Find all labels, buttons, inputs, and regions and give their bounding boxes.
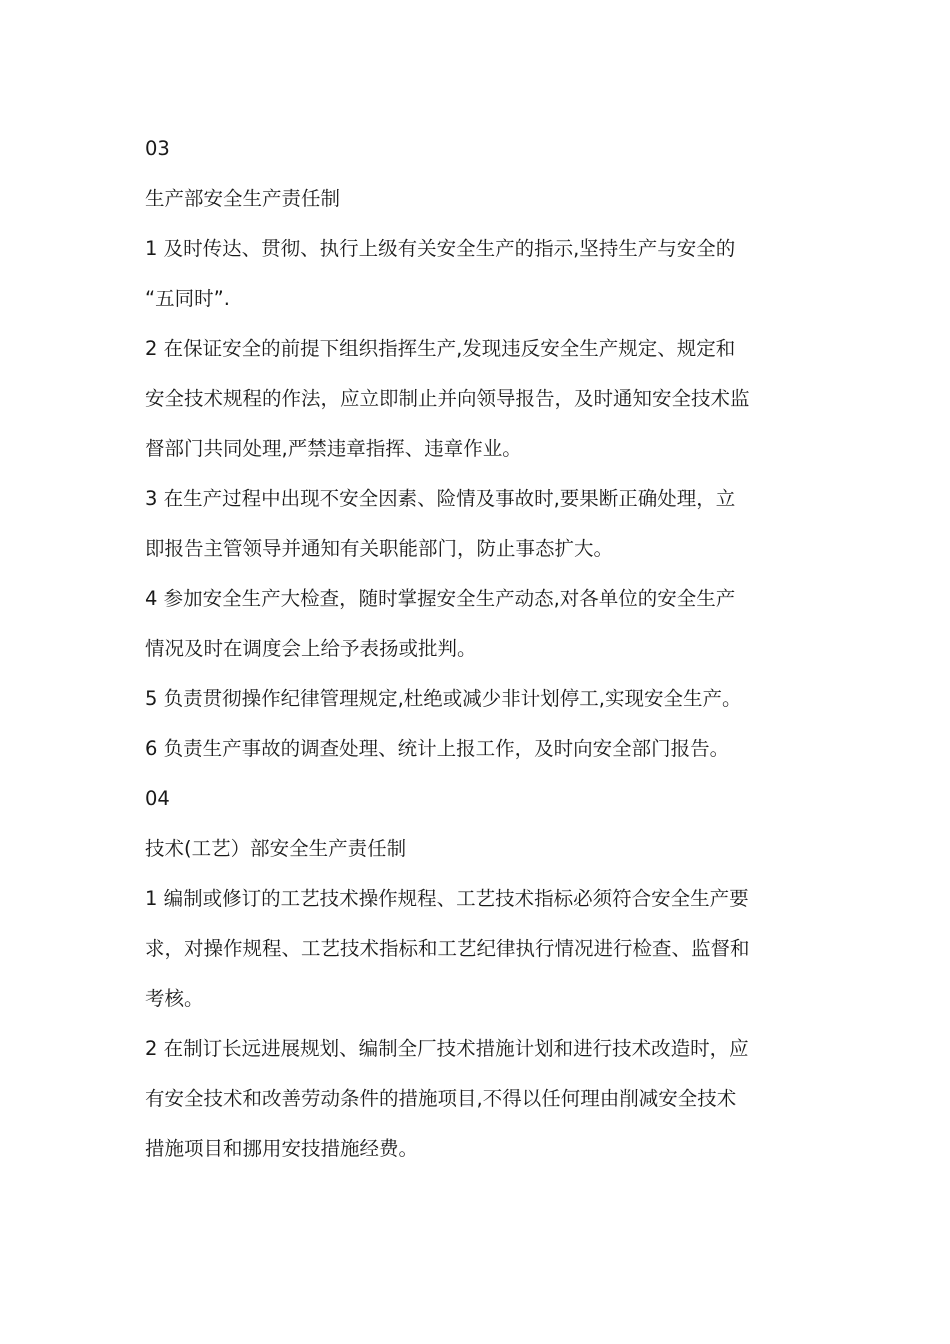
text-line: 情况及时在调度会上给予表扬或批判。 (145, 637, 477, 660)
text-line: 即报告主管领导并通知有关职能部门，防止事态扩大。 (145, 537, 614, 560)
text-line: 有安全技术和改善劳动条件的措施项目,不得以任何理由削减安全技术 (145, 1087, 737, 1110)
text-line: 2 在保证安全的前提下组织指挥生产,发现违反安全生产规定、规定和 (145, 337, 736, 360)
text-line: 1 编制或修订的工艺技术操作规程、工艺技术指标必须符合安全生产要 (145, 887, 749, 910)
text-line: 5 负责贯彻操作纪律管理规定,杜绝或减少非计划停工,实现安全生产。 (145, 687, 742, 710)
text-line: 求，对操作规程、工艺技术指标和工艺纪律执行情况进行检查、监督和 (145, 937, 750, 960)
text-line: 考核。 (145, 987, 204, 1010)
text-line: 措施项目和挪用安技措施经费。 (145, 1137, 419, 1160)
text-line: 3 在生产过程中出现不安全因素、险情及事故时,要果断正确处理，立 (145, 487, 736, 510)
text-line: 6 负责生产事故的调查处理、统计上报工作，及时向安全部门报告。 (145, 737, 730, 760)
text-line: 2 在制订长远进展规划、编制全厂技术措施计划和进行技术改造时，应 (145, 1037, 749, 1060)
text-line: 1 及时传达、贯彻、执行上级有关安全生产的指示,坚持生产与安全的 (145, 237, 736, 260)
document-body (145, 124, 810, 1174)
section-heading: 技术(工艺）部安全生产责任制 (145, 837, 407, 860)
section-heading: 生产部安全生产责任制 (145, 187, 341, 210)
section-number: 03 (145, 137, 170, 160)
text-line: 4 参加安全生产大检查，随时掌握安全生产动态,对各单位的安全生产 (145, 587, 736, 610)
text-line: “五同时”. (145, 287, 230, 310)
text-line: 督部门共同处理,严禁违章指挥、违章作业。 (145, 437, 522, 460)
section-number: 04 (145, 787, 170, 810)
text-line: 安全技术规程的作法，应立即制止并向领导报告，及时通知安全技术监 (145, 387, 750, 410)
